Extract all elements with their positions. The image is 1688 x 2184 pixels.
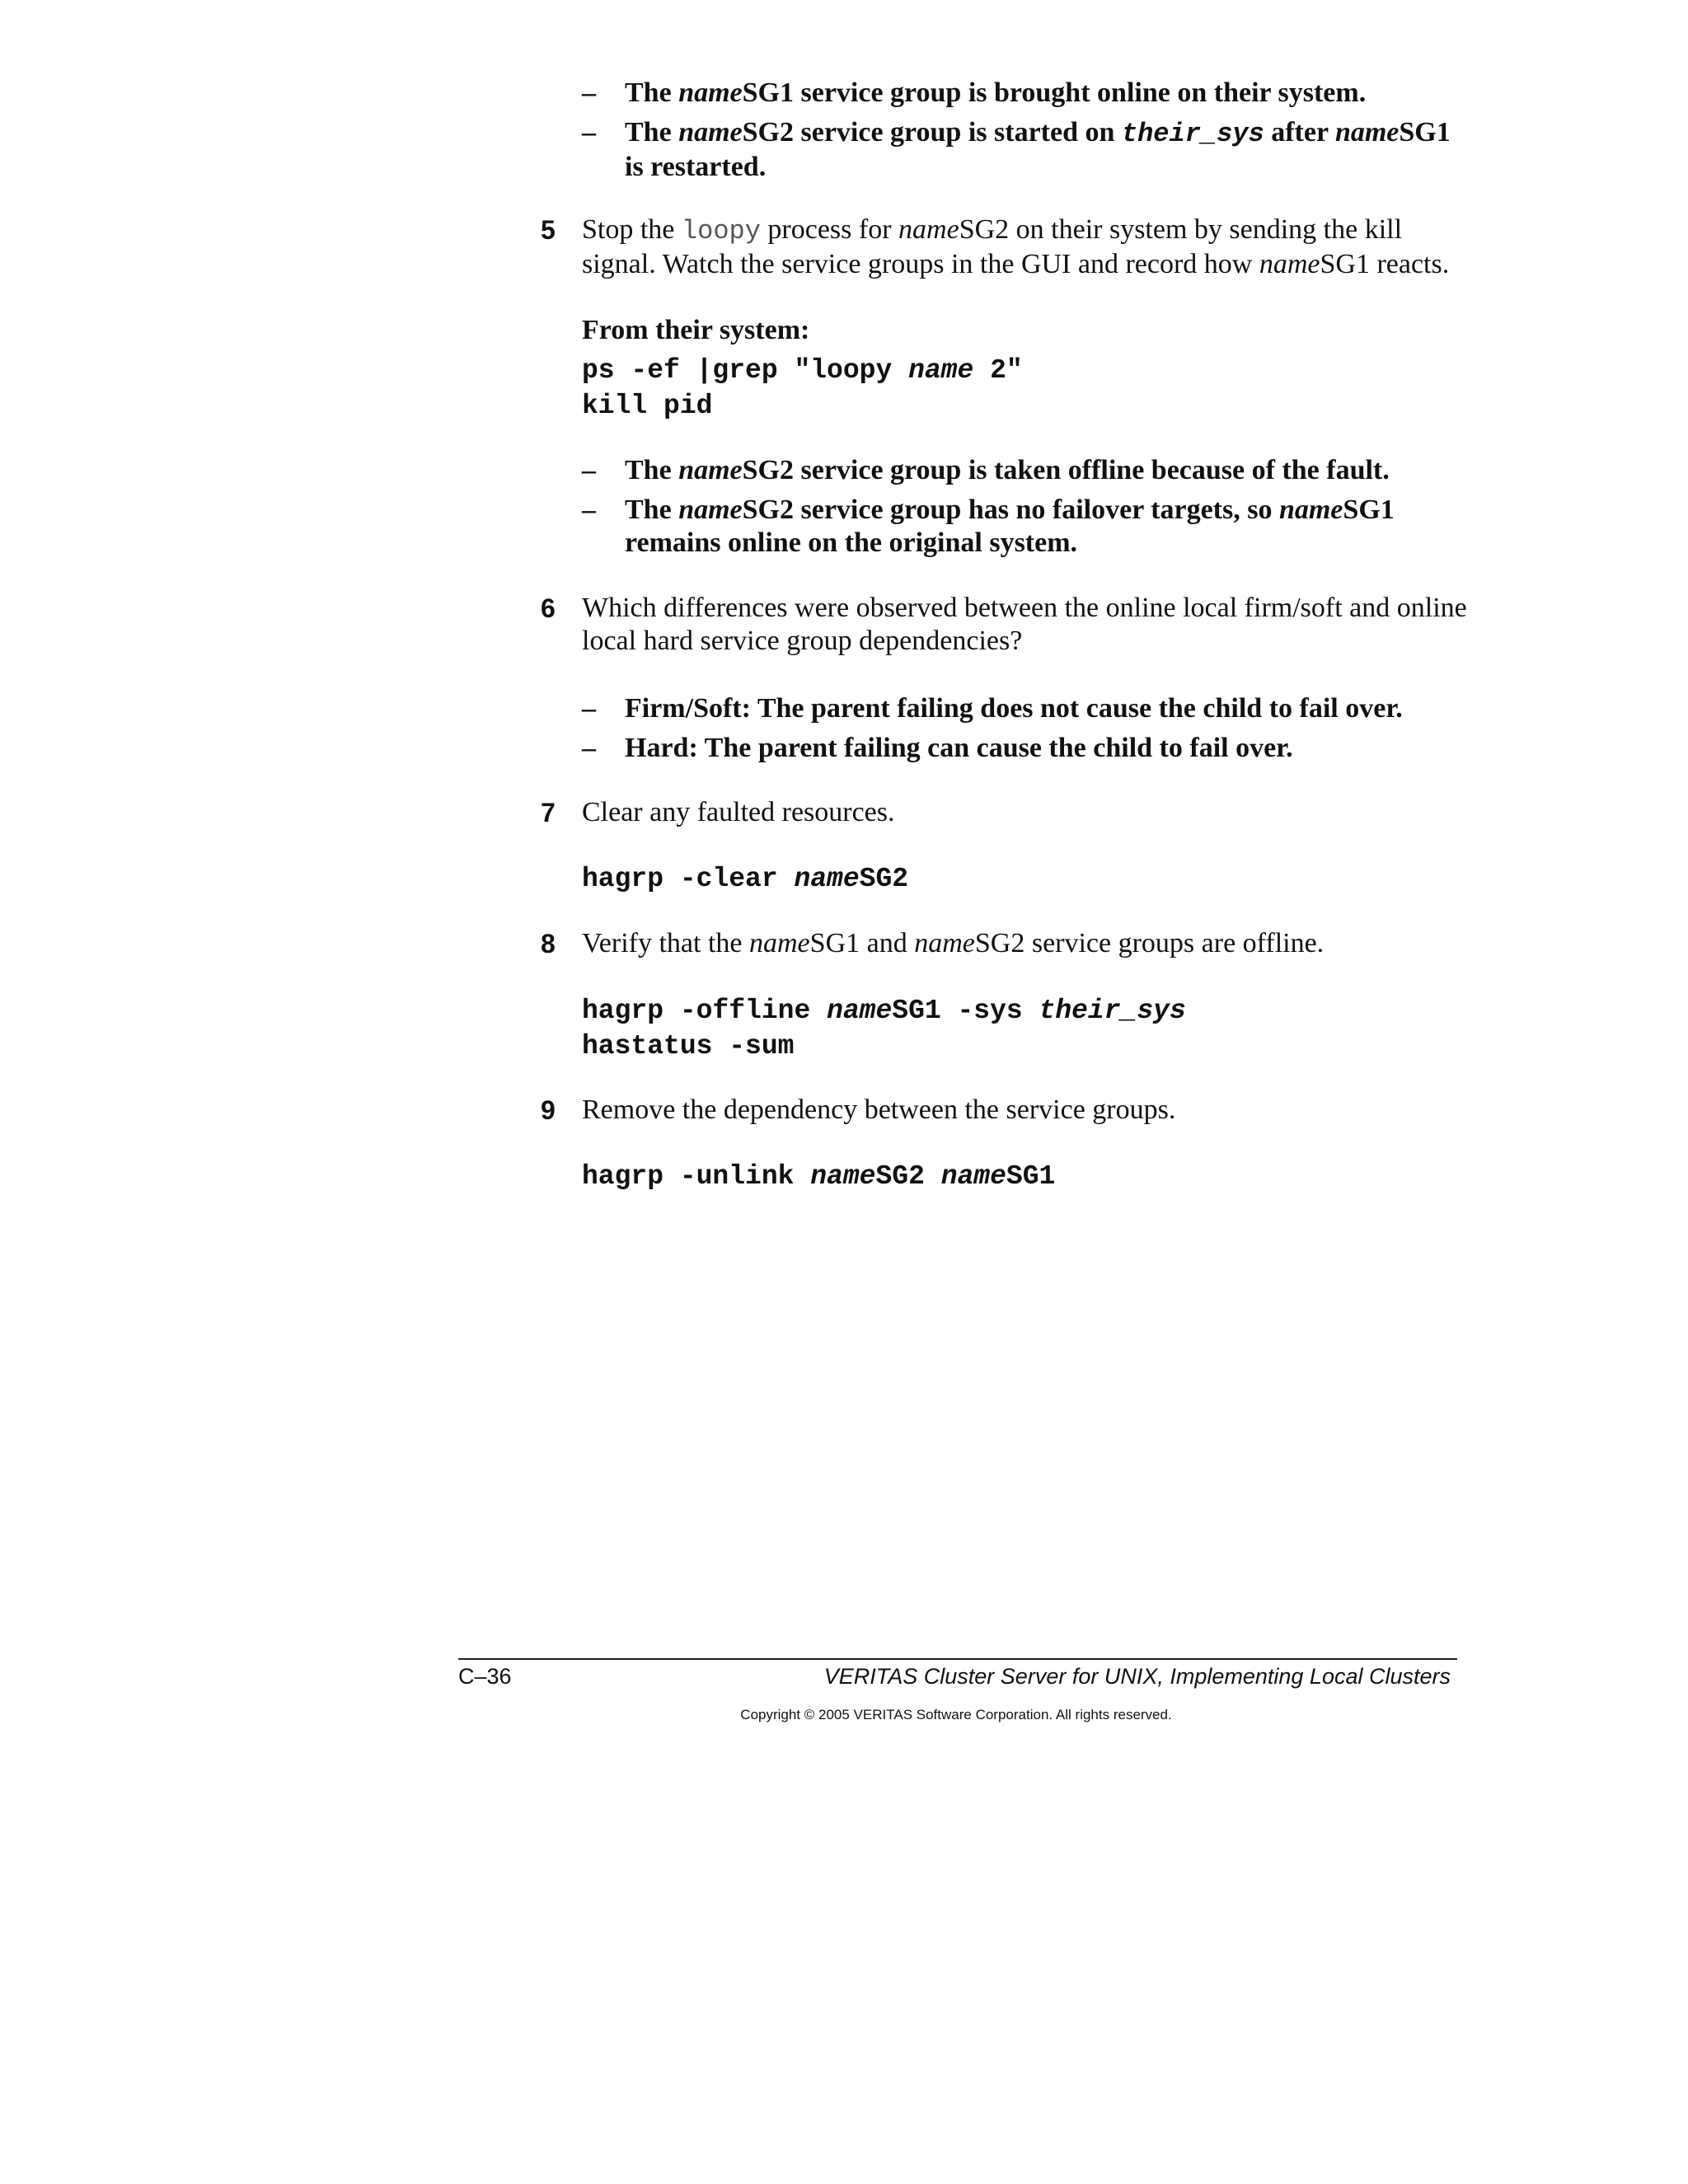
bullet-text: The nameSG2 service group is taken offline because of the fault. [625, 455, 1390, 485]
bullet-text: Hard: The parent failing can cause the child to fail over. [625, 733, 1293, 763]
bullet-dash: – [582, 77, 596, 108]
step-5-subheading: From their system: [582, 315, 810, 345]
page-number: C–36 [458, 1664, 512, 1689]
step-text: Which differences were observed between the online local firm/soft and online local hard service group dependencies? [582, 593, 1467, 656]
bullet-dash: – [582, 494, 596, 525]
step-5-bullet-2 [582, 494, 1472, 560]
bullet-text: The nameSG1 service group is brought online on their system. [625, 77, 1367, 108]
step-number: 5 [541, 215, 556, 245]
bullet-dash: – [582, 693, 596, 724]
step-6 [541, 592, 1472, 658]
step-text: Remove the dependency between the service groups. [582, 1094, 1176, 1125]
code-block-grep: ps -ef |grep "loopy name 2" [582, 355, 1023, 386]
step-9 [541, 1094, 1472, 1127]
step-5 [541, 213, 1472, 281]
bullet-dash: – [582, 455, 596, 485]
code-block-hastatus: hastatus -sum [582, 1031, 795, 1062]
copyright-notice: Copyright © 2005 VERITAS Software Corporation. All rights reserved. [740, 1707, 1172, 1722]
bullet-text: The nameSG2 service group has no failover targets, so nameSG1 remains online on the original system. [625, 494, 1395, 558]
step-8 [541, 927, 1472, 960]
code-block-kill: kill pid [582, 391, 713, 421]
step-7 [541, 796, 1472, 829]
bullet-dash: – [582, 117, 596, 148]
step-text: Verify that the nameSG1 and nameSG2 service groups are offline. [582, 928, 1325, 958]
step-number: 8 [541, 929, 556, 958]
step-5-bullet-1 [582, 454, 1472, 487]
step-number: 7 [541, 798, 556, 827]
step-number: 9 [541, 1095, 556, 1125]
bullet-text: The nameSG2 service group is started on their_sys after nameSG1 is restarted. [625, 117, 1451, 182]
step-number: 6 [541, 593, 556, 623]
step-6-bullet-2 [582, 732, 1472, 765]
footer-rule [458, 1658, 1457, 1660]
top-bullet-2 [582, 116, 1472, 184]
code-block-offline: hagrp -offline nameSG1 -sys their_sys [582, 996, 1186, 1026]
code-block-unlink: hagrp -unlink nameSG2 nameSG1 [582, 1161, 1056, 1192]
step-6-bullet-1 [582, 692, 1472, 725]
step-text: Clear any faulted resources. [582, 797, 895, 827]
bullet-dash: – [582, 733, 596, 763]
top-bullet-1 [582, 77, 1472, 110]
bullet-text: Firm/Soft: The parent failing does not cause the child to fail over. [625, 693, 1403, 724]
code-block-clear: hagrp -clear nameSG2 [582, 864, 909, 894]
step-text: Stop the loopy process for nameSG2 on their system by sending the kill signal. Watch the service groups in the GUI and record how nameSG1 reacts. [582, 214, 1450, 279]
book-title: VERITAS Cluster Server for UNIX, Implementing Local Clusters [823, 1664, 1451, 1689]
